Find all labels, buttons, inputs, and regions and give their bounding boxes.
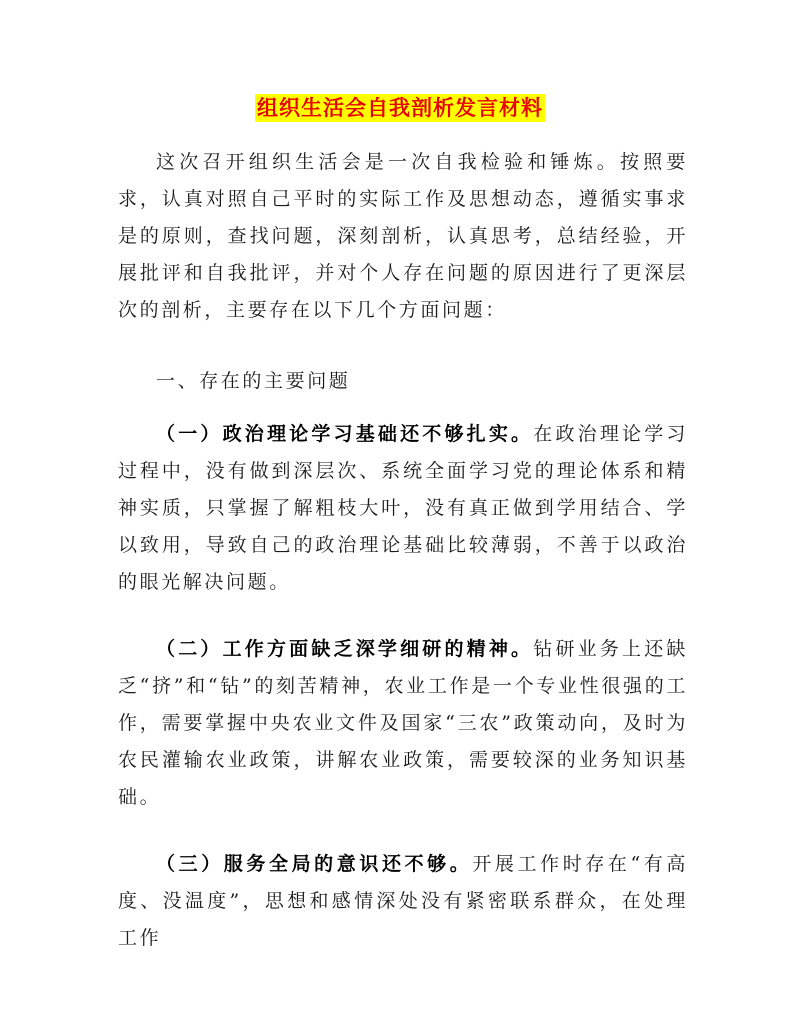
issue-paragraph-2 [118,631,688,816]
title-container [0,94,800,122]
section-heading: 一、存在的主要问题 [156,370,351,392]
issue-paragraph-3 [118,846,688,957]
issue-paragraph-1 [118,416,688,601]
issue-1-text: 在政治理论学习过程中，没有做到深层次、系统全面学习党的理论体系和精神实质，只掌握了解粗枝大叶，没有真正做到学用结合、学以致用，导致自己的政治理论基础比较薄弱，不善于以政治的眼光解决问题。 [118,423,688,593]
issue-2-text: 钻研业务上还缺乏“挤”和“钻”的刻苦精神，农业工作是一个专业性很强的工作，需要掌握中央农业文件及国家“三农”政策动向，及时为农民灌输农业政策，讲解农业政策，需要较深的业务知识基础。 [118,638,688,808]
document-title: 组织生活会自我剖析发言材料 [257,95,543,120]
issue-1-lead: （一）政治理论学习基础还不够扎实。 [156,423,534,445]
intro-paragraph: 这次召开组织生活会是一次自我检验和锤炼。按照要求，认真对照自己平时的实际工作及思想动态，遵循实事求是的原则，查找问题，深刻剖析，认真思考，总结经验，开展批评和自我批评，并对个人存在问题的原因进行了更深层次的剖析，主要存在以下几个方面问题： [118,151,688,321]
issue-2-lead: （二）工作方面缺乏深学细研的精神。 [156,638,534,660]
issue-3-lead: （三）服务全局的意识还不够。 [156,853,473,875]
issue-3-text: 开展工作时存在“有高度、没温度”，思想和感情深处没有紧密联系群众，在处理工作 [118,853,688,949]
